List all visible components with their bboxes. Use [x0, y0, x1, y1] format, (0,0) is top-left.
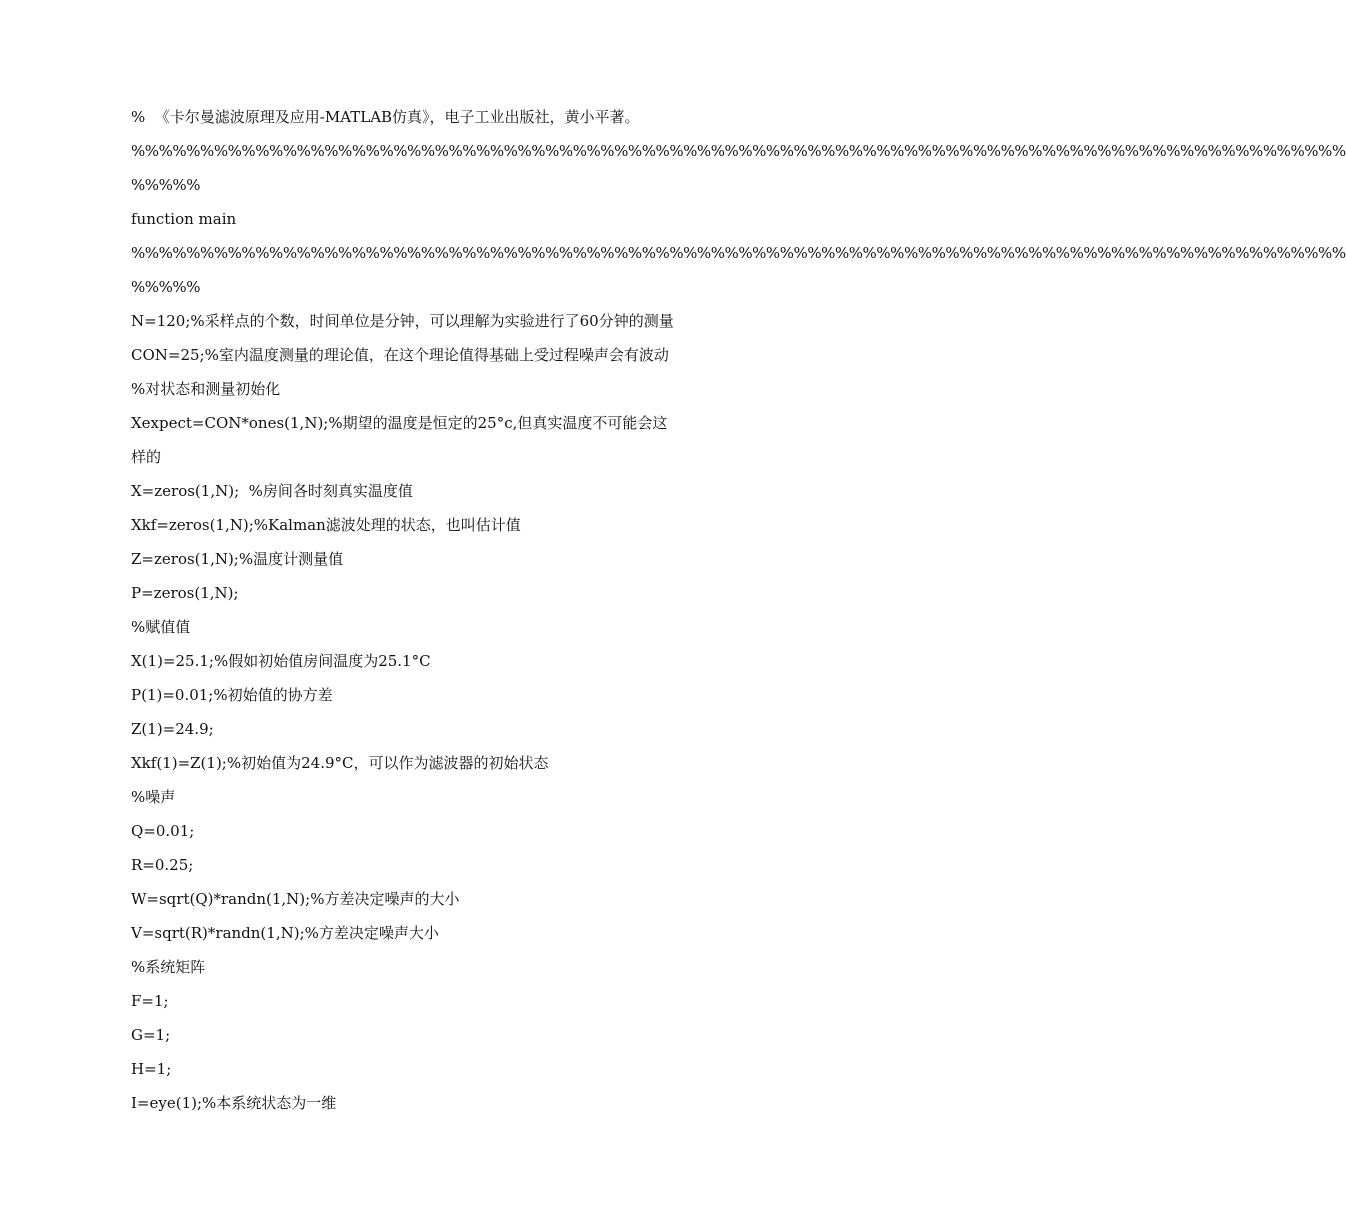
code-listing	[131, 104, 1346, 1124]
comment-line: %赋值值	[131, 618, 191, 636]
code-line: N=120;%采样点的个数，时间单位是分钟，可以理解为实验进行了60分钟的测量	[131, 312, 674, 330]
comment-line: %噪声	[131, 788, 176, 806]
comment-line: %对状态和测量初始化	[131, 380, 281, 398]
code-line: CON=25;%室内温度测量的理论值，在这个理论值得基础上受过程噪声会有波动	[131, 346, 669, 364]
code-line-function-main: function main	[131, 210, 237, 228]
comment-line-reference: % 《卡尔曼滤波原理及应用-MATLAB仿真》，电子工业出版社，黄小平著。	[131, 108, 640, 126]
comment-separator-line: %%%%%	[131, 278, 201, 296]
code-line: I=eye(1);%本系统状态为一维	[131, 1094, 337, 1112]
code-line: W=sqrt(Q)*randn(1,N);%方差决定噪声的大小	[131, 890, 460, 908]
code-line: Xkf=zeros(1,N);%Kalman滤波处理的状态，也叫估计值	[131, 516, 521, 534]
code-line: F=1;	[131, 992, 169, 1010]
code-line: R=0.25;	[131, 856, 194, 874]
code-line: Z(1)=24.9;	[131, 720, 214, 738]
comment-separator-line: %%%%%%%%%%%%%%%%%%%%%%%%%%%%%%%%%%%%%%%%%%%%%%%%%%%%%%%%%%%%%%%%%%%%%%%%%%%%%%%%%%%%%%%%	[131, 244, 1346, 262]
code-line: P(1)=0.01;%初始值的协方差	[131, 686, 333, 704]
code-line-continuation: 样的	[131, 448, 162, 466]
code-line: Q=0.01;	[131, 822, 195, 840]
code-line: Xkf(1)=Z(1);%初始值为24.9°C，可以作为滤波器的初始状态	[131, 754, 549, 772]
code-line: X(1)=25.1;%假如初始值房间温度为25.1°C	[131, 652, 431, 670]
comment-separator-line: %%%%%%%%%%%%%%%%%%%%%%%%%%%%%%%%%%%%%%%%%%%%%%%%%%%%%%%%%%%%%%%%%%%%%%%%%%%%%%%%%%%%%%%%	[131, 142, 1346, 160]
comment-line: %系统矩阵	[131, 958, 206, 976]
code-line: H=1;	[131, 1060, 172, 1078]
code-line: Z=zeros(1,N);%温度计测量值	[131, 550, 344, 568]
code-line: P=zeros(1,N);	[131, 584, 239, 602]
code-line: Xexpect=CON*ones(1,N);%期望的温度是恒定的25°c,但真实温度不可能会这	[131, 414, 668, 432]
code-line: V=sqrt(R)*randn(1,N);%方差决定噪声大小	[131, 924, 439, 942]
code-line: G=1;	[131, 1026, 171, 1044]
code-line: X=zeros(1,N); %房间各时刻真实温度值	[131, 482, 413, 500]
comment-separator-line: %%%%%	[131, 176, 201, 194]
